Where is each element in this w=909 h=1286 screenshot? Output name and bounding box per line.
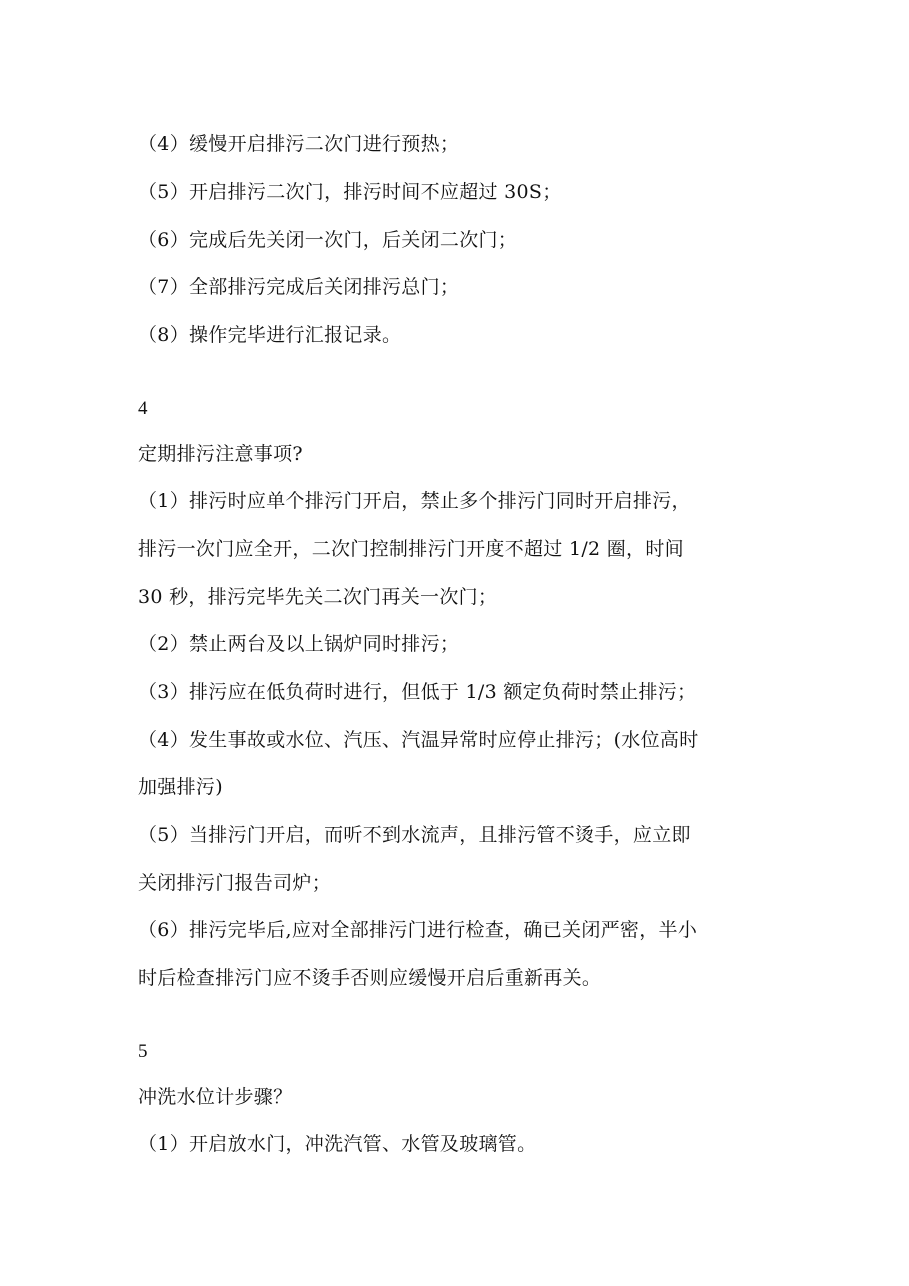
section-title-5: 冲洗水位计步骤？ bbox=[138, 1086, 293, 1108]
step-6-text: （6）完成后先关闭一次门，后关闭二次门； bbox=[138, 229, 518, 251]
step-7-text: （7）全部排污完成后关闭排污总门； bbox=[138, 276, 460, 298]
section4-line: （4）发生事故或水位、汽压、汽温异常时应停止排污；(水位高时 bbox=[138, 729, 699, 751]
section4-line: （3）排污应在低负荷时进行，但低于 1/3 额定负荷时禁止排污； bbox=[138, 681, 697, 703]
step-5-text: （5）开启排污二次门，排污时间不应超过 30S； bbox=[138, 181, 562, 203]
section4-line: 排污一次门应全开，二次门控制排污门开度不超过 1/2 圈，时间 bbox=[138, 538, 684, 560]
step-8-text: （8）操作完毕进行汇报记录。 bbox=[138, 324, 402, 346]
step-4-text: （4）缓慢开启排污二次门进行预热； bbox=[138, 133, 460, 155]
section5-line: （1）开启放水门，冲洗汽管、水管及玻璃管。 bbox=[138, 1133, 537, 1155]
section4-line: 30 秒，排污完毕先关二次门再关一次门； bbox=[138, 586, 498, 608]
section-title-4: 定期排污注意事项? bbox=[138, 443, 303, 465]
section4-line: （1）排污时应单个排污门开启，禁止多个排污门同时开启排污， bbox=[138, 490, 691, 512]
section4-line: （6）排污完毕后,应对全部排污门进行检查，确已关闭严密，半小 bbox=[138, 919, 698, 941]
section4-line: （2）禁止两台及以上锅炉同时排污； bbox=[138, 633, 460, 655]
section4-line: 加强排污) bbox=[138, 776, 223, 798]
section4-line: 关闭排污门报告司炉； bbox=[138, 872, 332, 894]
section4-line: （5）当排污门开启，而听不到水流声，且排污管不烫手，应立即 bbox=[138, 824, 691, 846]
section-number-4: 4 bbox=[138, 398, 148, 419]
section-number-5: 5 bbox=[138, 1041, 148, 1062]
section4-line: 时后检查排污门应不烫手否则应缓慢开启后重新再关。 bbox=[138, 967, 602, 989]
